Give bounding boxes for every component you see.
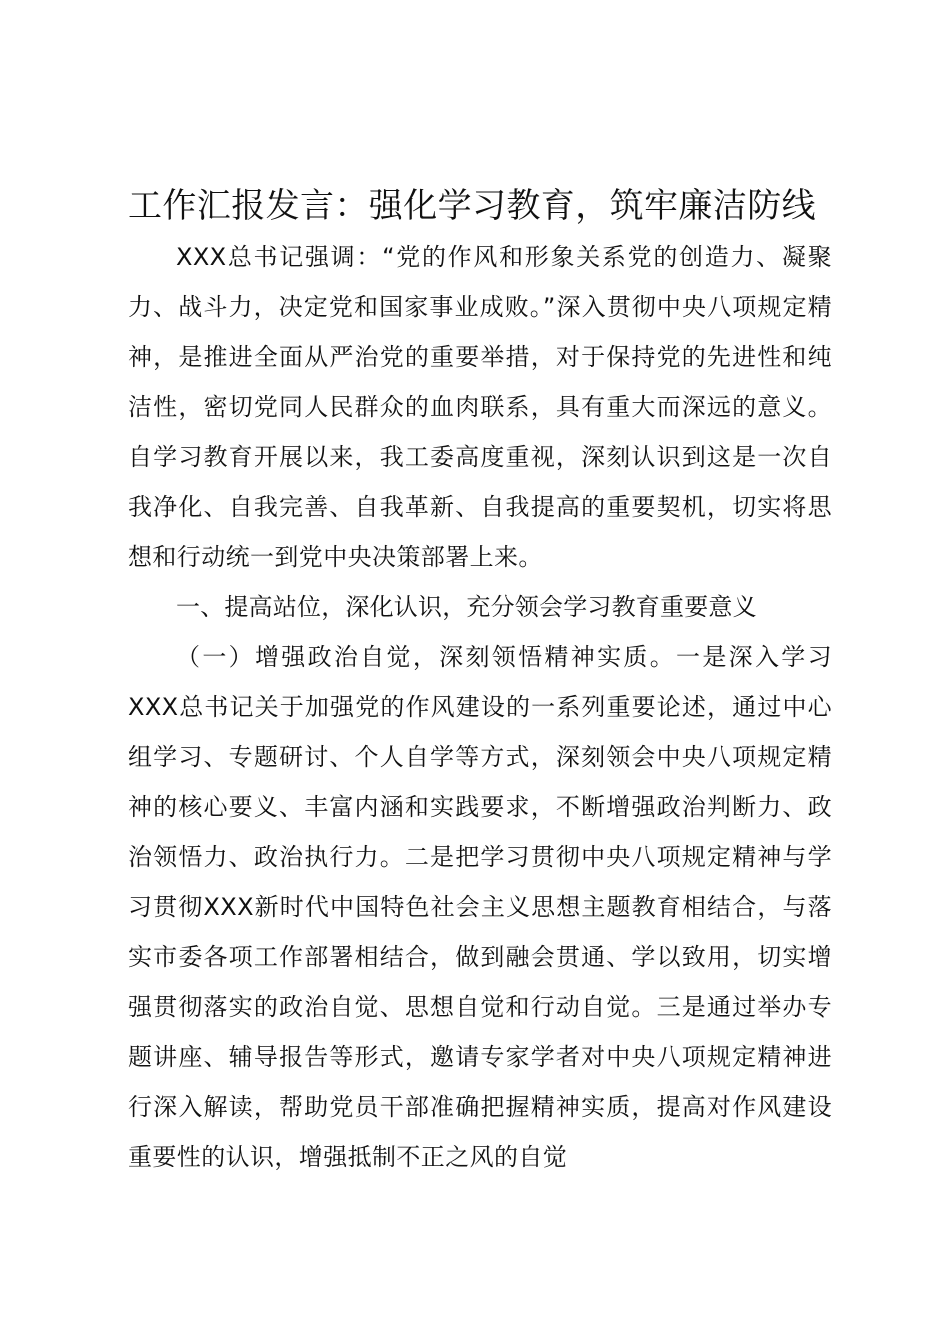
section-heading-1: 一、提高站位，深化认识，充分领会学习教育重要意义	[176, 593, 757, 621]
document-title: 工作汇报发言：强化学习教育，筑牢廉洁防线	[128, 186, 816, 226]
subsection-paragraph-1: （一）增强政治自觉，深刻领悟精神实质。一是深入学习XXX总书记关于加强党的作风建设的一系列重要论述，通过中心组学习、专题研讨、个人自学等方式，深刻领会中央八项规定精神的核心要义、丰富内涵和实践要求，不断增强政治判断力、政治领悟力、政治执行力。二是把学习贯彻中央八项规定精神与学习贯彻XXX新时代中国特色社会主义思想主题教育相结合，与落实市委各项工作部署相结合，做到融会贯通、学以致用，切实增强贯彻落实的政治自觉、思想自觉和行动自觉。三是通过举办专题讲座、辅导报告等形式，邀请专家学者对中央八项规定精神进行深入解读，帮助党员干部准确把握精神实质，提高对作风建设重要性的认识，增强抵制不正之风的自觉	[128, 643, 832, 1171]
intro-paragraph: XXX总书记强调：“党的作风和形象关系党的创造力、凝聚力、战斗力，决定党和国家事业成败。”深入贯彻中央八项规定精神，是推进全面从严治党的重要举措，对于保持党的先进性和纯洁性，密切党同人民群众的血肉联系，具有重大而深远的意义。自学习教育开展以来，我工委高度重视，深刻认识到这是一次自我净化、自我完善、自我革新、自我提高的重要契机，切实将思想和行动统一到党中央决策部署上来。	[128, 243, 832, 571]
document-body	[128, 232, 832, 1182]
